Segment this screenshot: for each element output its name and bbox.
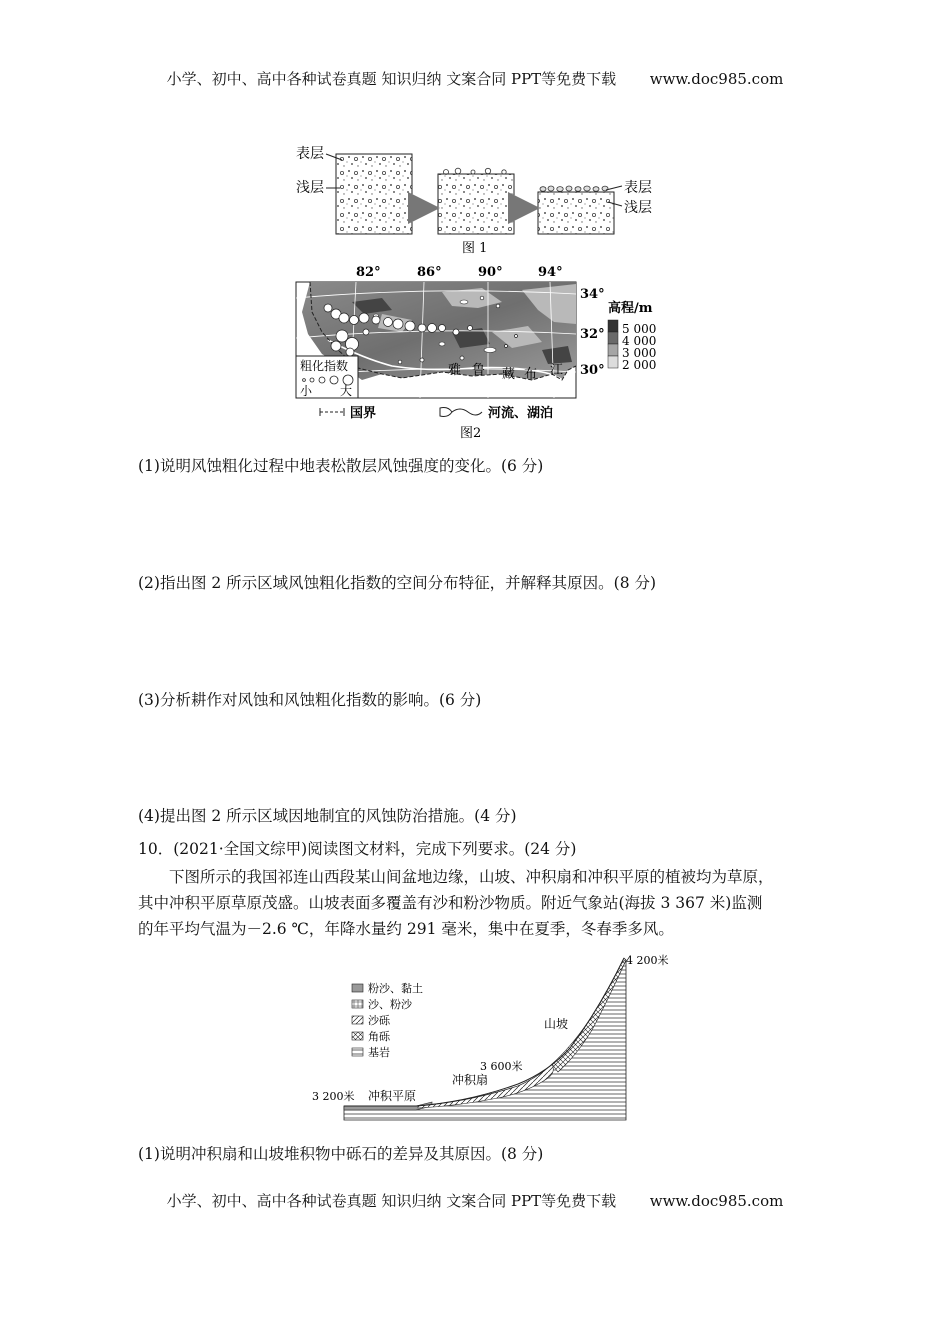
material-line: 的年平均气温为－2.6 ℃，年降水量约 291 毫米，集中在夏季，冬春季多风。	[138, 920, 674, 938]
question-9-3: (3)分析耕作对风蚀和风蚀粗化指数的影响。(6 分)	[138, 691, 482, 709]
figure-1	[290, 140, 670, 260]
elevation-swatch-2000	[608, 356, 618, 368]
elevation-level: 3 000	[622, 346, 657, 360]
soil-block-2	[438, 174, 514, 234]
legend-label: 基岩	[368, 1046, 390, 1059]
figure-3	[308, 952, 688, 1127]
legend-label: 沙、粉沙	[368, 998, 412, 1011]
elevation-level: 2 000	[622, 358, 657, 372]
river-label-char: 布	[524, 367, 538, 382]
page-header	[0, 68, 950, 89]
label-elevation-3200: 3 200米	[312, 1090, 355, 1103]
legend-border-label: 国界	[350, 406, 377, 421]
label-alluvial-fan: 冲积扇	[452, 1073, 489, 1087]
figure-2-caption: 图2	[460, 426, 482, 441]
label-surface-left: 表层	[296, 146, 324, 162]
label-shallow-right: 浅层	[624, 200, 652, 216]
elevation-swatch-3000	[608, 344, 618, 356]
label-shallow-left: 浅层	[296, 180, 324, 196]
question-10-title: 10．(2021·全国文综甲)阅读图文材料，完成下列要求。(24 分)	[138, 840, 577, 858]
legend-swatch-breccia	[352, 1032, 363, 1040]
index-legend-large: 大	[340, 384, 353, 398]
soil-block-3	[538, 192, 614, 234]
elevation-swatch-5000	[608, 320, 618, 332]
lon-label: 82°	[356, 265, 381, 280]
elevation-level: 5 000	[622, 322, 657, 336]
lat-label: 30°	[580, 363, 605, 378]
lon-label: 90°	[478, 265, 503, 280]
question-9-1: (1)说明风蚀粗化过程中地表松散层风蚀强度的变化。(6 分)	[138, 457, 544, 475]
legend-river-label: 河流、湖泊	[488, 406, 554, 421]
river-label-char: 雅	[448, 363, 462, 378]
river-label-char: 江	[550, 363, 564, 378]
figure-2	[292, 262, 672, 442]
legend-label: 角砾	[368, 1030, 390, 1043]
index-legend-title: 粗化指数	[300, 359, 349, 373]
page-footer	[0, 1190, 950, 1211]
label-slope: 山坡	[544, 1017, 569, 1031]
label-alluvial-plain: 冲积平原	[368, 1089, 417, 1103]
label-elevation-3600: 3 600米	[480, 1060, 523, 1073]
lon-label: 86°	[417, 265, 442, 280]
river-label-char: 藏	[502, 367, 516, 382]
border-legend-icon	[320, 408, 344, 416]
leader-surface-right	[606, 186, 622, 190]
legend-swatch-silt-clay	[352, 984, 363, 992]
label-surface-right: 表层	[624, 180, 652, 196]
elevation-title: 高程/m	[608, 301, 653, 316]
lon-label: 94°	[538, 265, 563, 280]
legend-swatch-bedrock	[352, 1048, 363, 1056]
header-text: 小学、初中、高中各种试卷真题 知识归纳 文案合同 PPT等免费下载	[166, 70, 617, 88]
soil-block-1	[336, 154, 412, 234]
footer-text: 小学、初中、高中各种试卷真题 知识归纳 文案合同 PPT等免费下载	[166, 1192, 617, 1210]
material-line: 下图所示的我国祁连山西段某山间盆地边缘，山坡、冲积扇和冲积平原的植被均为草原，	[169, 868, 774, 886]
index-legend-small: 小	[300, 384, 313, 398]
footer-url[interactable]: www.doc985.com	[649, 1192, 784, 1210]
question-9-4: (4)提出图 2 所示区域因地制宜的风蚀防治措施。(4 分)	[138, 807, 517, 825]
legend-swatch-gravel-sand	[352, 1016, 363, 1024]
legend-label: 沙砾	[368, 1014, 390, 1027]
question-10-1: (1)说明冲积扇和山坡堆积物中砾石的差异及其原因。(8 分)	[138, 1145, 544, 1163]
lat-label: 34°	[580, 287, 605, 302]
question-9-2: (2)指出图 2 所示区域风蚀粗化指数的空间分布特征，并解释其原因。(8 分)	[138, 574, 657, 592]
lat-label: 32°	[580, 327, 605, 342]
elevation-swatch-4000	[608, 332, 618, 344]
header-url[interactable]: www.doc985.com	[649, 70, 784, 88]
legend-label: 粉沙、黏土	[368, 982, 423, 995]
label-elevation-top: 4 200米	[626, 954, 669, 967]
legend-swatch-sand-silt	[352, 1000, 363, 1008]
river-label-char: 鲁	[472, 363, 486, 378]
question-10-material	[138, 864, 828, 942]
material-line: 其中冲积平原草原茂盛。山坡表面多覆盖有沙和粉沙物质。附近气象站(海拔 3 367 米)监测	[138, 894, 763, 912]
figure-1-caption: 图 1	[462, 241, 488, 256]
elevation-level: 4 000	[622, 334, 657, 348]
river-legend-icon	[440, 408, 482, 417]
surface-gravel-3	[540, 186, 608, 191]
